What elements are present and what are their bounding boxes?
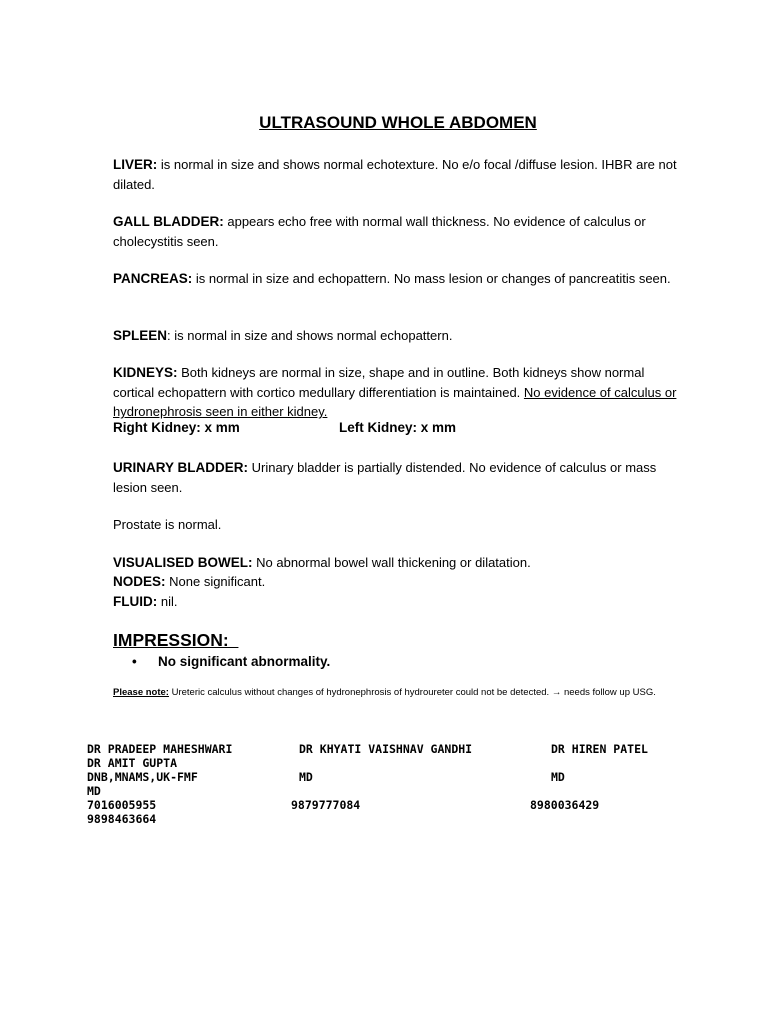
prostate-finding: Prostate is normal. [113, 517, 222, 532]
doctor-phone-3: 8980036429 [530, 798, 600, 812]
doctor-name-4: DR AMIT GUPTA [87, 756, 178, 770]
impression-heading: IMPRESSION: [113, 630, 239, 650]
kidneys-text: Both kidneys are normal in size, shape and in outline. Both kidneys show normal cortical echopattern with cortico medullary differentiation is maintained. [113, 365, 645, 400]
kidneys-label: KIDNEYS: [113, 365, 178, 380]
pancreas-label: PANCREAS: [113, 271, 193, 286]
report-title: ULTRASOUND WHOLE ABDOMEN [259, 113, 537, 132]
kidneys-underlined-text: No evidence of calculus or hydronephrosis seen in either kidney. [113, 384, 677, 419]
impression-item [132, 654, 330, 669]
doctor-phone-2: 9879777084 [291, 798, 361, 812]
fluid-text: nil. [157, 594, 178, 609]
liver-finding [113, 155, 685, 194]
fluid-label: FLUID: [113, 594, 158, 609]
right-kidney-size: Right Kidney: x mm [113, 420, 240, 435]
doctor-qualification-3: MD [551, 770, 565, 784]
doctor-qualification-1: DNB,MNAMS,UK-FMF [87, 770, 198, 784]
nodes-label: NODES: [113, 574, 166, 589]
urinary-bladder-label: URINARY BLADDER: [113, 460, 248, 475]
pancreas-finding [113, 269, 685, 289]
doctor-name-2: DR KHYATI VAISHNAV GANDHI [299, 742, 473, 756]
bowel-label: VISUALISED BOWEL: [113, 555, 253, 570]
follow-up-note [113, 687, 685, 699]
nodes-finding [113, 572, 265, 592]
spleen-label: SPLEEN [113, 328, 168, 343]
fluid-finding [113, 592, 177, 612]
doctor-phone-4: 9898463664 [87, 812, 157, 826]
bowel-finding [113, 553, 531, 573]
liver-text: is normal in size and shows normal echotexture. No e/o focal /diffuse lesion. IHBR are not dilated. [113, 157, 677, 192]
impression-text: No significant abnormality. [158, 654, 331, 669]
bullet-icon: • [132, 654, 137, 669]
gall-bladder-label: GALL BLADDER: [113, 214, 224, 229]
nodes-text: None significant. [165, 574, 266, 589]
doctor-name-3: DR HIREN PATEL [551, 742, 648, 756]
urinary-bladder-text: Urinary bladder is partially distended. No evidence of calculus or mass lesion seen. [113, 460, 657, 495]
doctor-qualification-2: MD [299, 770, 313, 784]
bowel-text: No abnormal bowel wall thickening or dilatation. [252, 555, 531, 570]
kidney-measurements [113, 420, 457, 435]
spleen-finding [113, 326, 685, 346]
urinary-bladder-finding [113, 458, 685, 497]
pancreas-text: is normal in size and echopattern. No mass lesion or changes of pancreatitis seen. [192, 271, 671, 286]
doctor-phone-1: 7016005955 [87, 798, 157, 812]
doctor-name-1: DR PRADEEP MAHESHWARI [87, 742, 233, 756]
doctor-qualification-4: MD [87, 784, 101, 798]
liver-label: LIVER: [113, 157, 158, 172]
gall-bladder-text: appears echo free with normal wall thickness. No evidence of calculus or cholecystitis seen. [113, 214, 646, 249]
spleen-text: : is normal in size and shows normal echopattern. [167, 328, 453, 343]
kidneys-finding [113, 363, 685, 422]
note-text: Ureteric calculus without changes of hydronephrosis of hydroureter could not be detected. → needs follow up USG. [168, 687, 656, 698]
left-kidney-size: Left Kidney: x mm [339, 420, 457, 435]
note-label: Please note: [113, 687, 169, 698]
gall-bladder-finding [113, 212, 685, 251]
